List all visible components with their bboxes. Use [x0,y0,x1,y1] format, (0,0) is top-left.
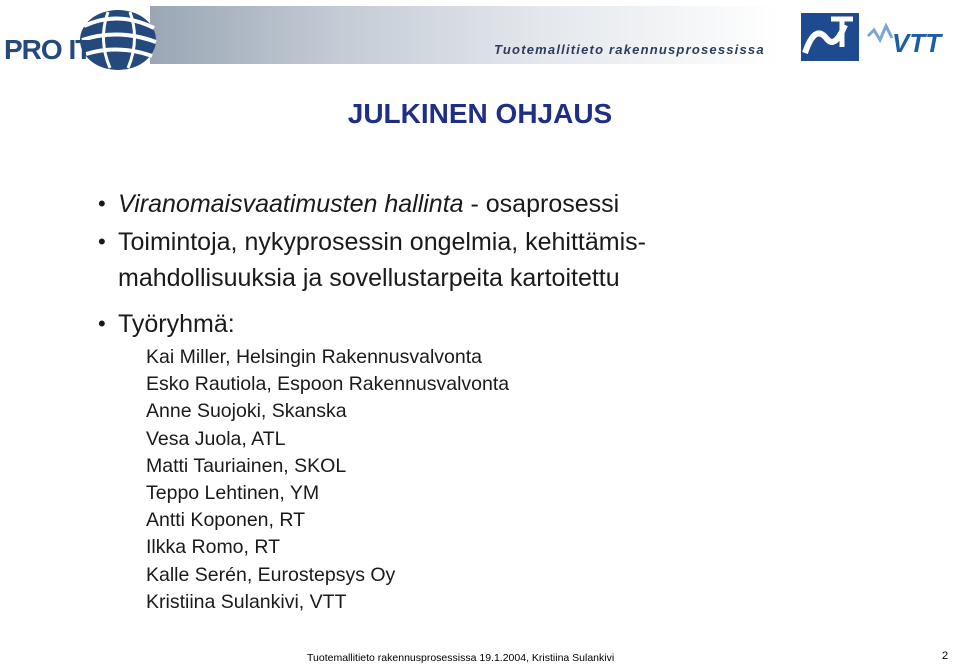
bullet-2-line1: Toimintoja, nykyprosessin ongelmia, kehittämis- [118,228,646,256]
bullet-3-text: Työryhmä: [118,310,235,338]
slide-footer: Tuotemallitieto rakennusprosessissa 19.1.2004, Kristiina Sulankivi [307,652,615,664]
bullet-1-italic: Viranomaisvaatimusten hallinta [118,190,464,218]
bullet-2-line2: mahdollisuuksia ja sovellustarpeita kartoitettu [118,264,620,292]
workgroup-member-list [146,344,746,616]
header-tagline: Tuotemallitieto rakennusprosessissa [494,42,765,57]
vtt-logo-icon [866,22,956,56]
slide-title [0,98,960,130]
bullet-1-rest: - osaprosessi [463,190,620,218]
list-item: Antti Koponen, RT [146,509,305,532]
list-item: Kristiina Sulankivi, VTT [146,590,347,613]
list-item: Vesa Juola, ATL [146,427,286,450]
list-item: Teppo Lehtinen, YM [146,482,320,505]
tekes-logo-icon [801,13,859,61]
bullet-dot-icon: • [98,311,106,336]
slide-title-text: JULKINEN OHJAUS [347,98,613,129]
bullet-item-1 [96,186,916,222]
list-item: Anne Suojoki, Skanska [146,400,347,423]
list-item: Kalle Serén, Eurostepsys Oy [146,563,396,586]
list-item: Matti Tauriainen, SKOL [146,454,347,477]
page-number: 2 [942,650,949,662]
pro-it-logo-text: PRO IT [4,34,92,65]
bullet-dot-icon: • [98,191,106,216]
bullet-list [96,186,916,342]
list-item: Esko Rautiola, Espoon Rakennusvalvonta [146,373,510,396]
bullet-item-3 [96,306,916,342]
bullet-dot-icon: • [98,229,106,254]
list-item: Kai Miller, Helsingin Rakennusvalvonta [146,346,483,368]
slide-header [0,0,960,80]
bullet-item-2 [96,224,916,296]
vtt-logo-text: VTT [892,28,942,56]
list-item: Ilkka Romo, RT [146,536,281,559]
